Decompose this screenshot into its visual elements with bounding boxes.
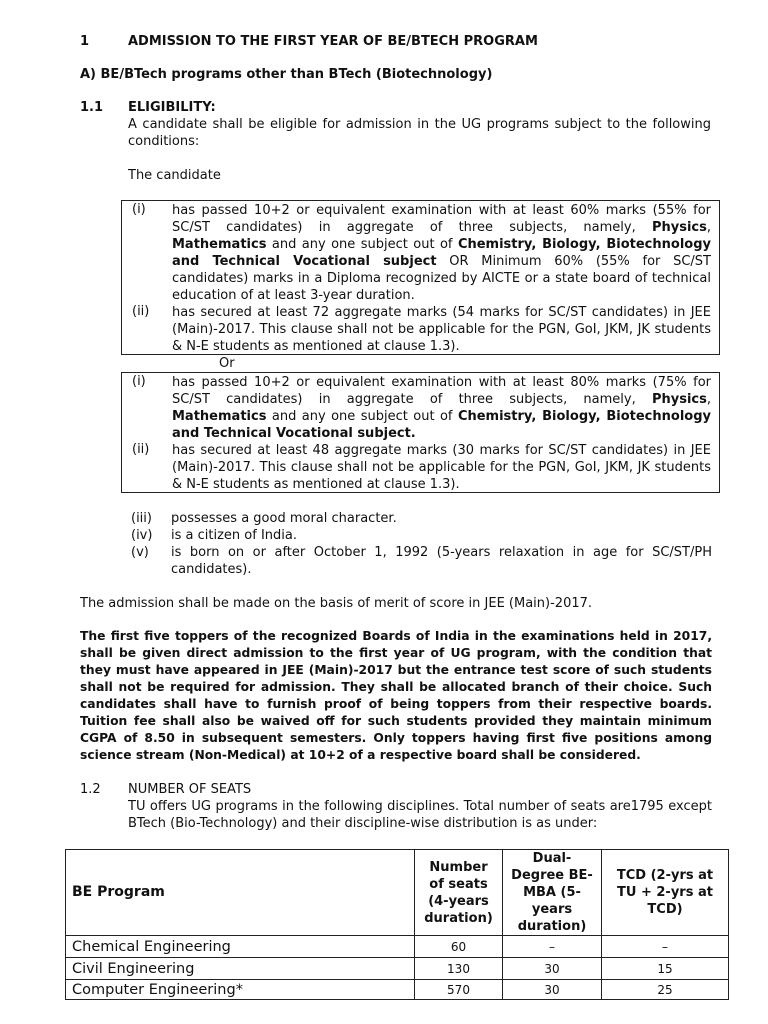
text-run: has passed 10+2 or equivalent examination with at least 80% marks (75% for SC/ST candidates) in aggregate of three subjects, namely, bbox=[172, 375, 711, 407]
merit-paragraph: The admission shall be made on the basis of merit of score in JEE (Main)-2017. bbox=[80, 596, 593, 611]
eligibility-title: ELIGIBILITY: bbox=[128, 100, 216, 115]
table-row bbox=[66, 980, 729, 1000]
text-run-bold: Mathematics bbox=[172, 409, 267, 424]
table-cell: 30 bbox=[503, 958, 602, 980]
or-separator: Or bbox=[219, 356, 235, 371]
item-label: (ii) bbox=[132, 442, 150, 457]
text-run: and any one subject out of bbox=[266, 409, 458, 424]
text-run: OR Minimum 60% (55% for SC/ST candidates) marks in a Diploma recognized by AICTE or a state board of technical education of at least 3-year duration. bbox=[172, 254, 711, 303]
item-label: (iv) bbox=[131, 528, 153, 543]
text-run-bold: Physics bbox=[651, 220, 707, 235]
item-text: is a citizen of India. bbox=[171, 528, 297, 543]
item-label: (v) bbox=[131, 545, 149, 560]
eligibility-number: 1.1 bbox=[80, 100, 104, 115]
column-header: TCD (2-yrs at TU + 2-yrs at TCD) bbox=[602, 850, 729, 936]
item-text: has secured at least 48 aggregate marks (30 marks for SC/ST candidates) in JEE (Main)-2017. This clause shall not be applicable for the PGN, GoI, JKM, JK students & N-E students as mentioned at clause 1.3). bbox=[172, 443, 711, 492]
table-cell: 570 bbox=[415, 980, 503, 1000]
text-run-bold: Chemistry, Biology, Biotechnology and Technical Vocational subject. bbox=[172, 409, 711, 441]
seats-intro: TU offers UG programs in the following disciplines. Total number of seats are1795 except BTech (Bio-Technology) and their discipline-wise distribution is as under: bbox=[128, 799, 712, 831]
the-candidate-label: The candidate bbox=[128, 168, 221, 183]
table-cell: 30 bbox=[503, 980, 602, 1000]
item-text: possesses a good moral character. bbox=[171, 511, 397, 526]
table-cell: 60 bbox=[415, 936, 503, 958]
text-run: and any one subject out of bbox=[266, 237, 458, 252]
item-text bbox=[172, 202, 711, 304]
table-cell: 130 bbox=[415, 958, 503, 980]
item-text: has secured at least 72 aggregate marks (54 marks for SC/ST candidates) in JEE (Main)-2017. This clause shall not be applicable for the PGN, GoI, JKM, JK students & N-E students as mentioned at clause 1.3). bbox=[172, 305, 711, 354]
subsection-a-title: A) BE/BTech programs other than BTech (Biotechnology) bbox=[80, 67, 493, 82]
text-run: , bbox=[706, 220, 711, 235]
eligibility-intro: A candidate shall be eligible for admission in the UG programs subject to the following conditions: bbox=[128, 117, 711, 149]
column-header: Dual-Degree BE-MBA (5-years duration) bbox=[503, 850, 602, 936]
eligibility-box-option-1 bbox=[121, 200, 720, 355]
item-label: (iii) bbox=[131, 511, 152, 526]
table-cell: – bbox=[503, 936, 602, 958]
table-row bbox=[66, 958, 729, 980]
column-header: Number of seats (4-years duration) bbox=[415, 850, 503, 936]
text-run: has passed 10+2 or equivalent examination with at least 60% marks (55% for SC/ST candidates) in aggregate of three subjects, namely, bbox=[172, 203, 711, 235]
text-run-bold: Physics bbox=[651, 392, 707, 407]
item-label: (ii) bbox=[132, 304, 150, 319]
section-number: 1 bbox=[80, 34, 90, 49]
table-cell: Civil Engineering bbox=[66, 958, 415, 980]
table-cell: 25 bbox=[602, 980, 729, 1000]
text-run-bold: Mathematics bbox=[172, 237, 267, 252]
text-run-bold: Chemistry, Biology, Biotechnology and Technical Vocational subject bbox=[172, 237, 711, 269]
item-label: (i) bbox=[132, 374, 146, 389]
section-title: ADMISSION TO THE FIRST YEAR OF BE/BTECH PROGRAM bbox=[128, 34, 538, 49]
seats-number: 1.2 bbox=[80, 782, 101, 797]
toppers-paragraph: The first five toppers of the recognized Boards of India in the examinations held in 2017, shall be given direct admission to the first year of UG program, with the condition that they must have appeared in JEE (Main)-2017 but the entrance test score of such students shall not be required for admission. They shall be allocated branch of their choice. Such candidates shall have to furnish proof of being toppers from their respective boards. Tuition fee shall also be waived off for such students provided they maintain minimum CGPA of 8.50 in subsequent semesters. Only toppers having first five positions among science stream (Non-Medical) at 10+2 of a respective board shall be considered. bbox=[80, 629, 712, 762]
table-row bbox=[66, 936, 729, 958]
table-cell: – bbox=[602, 936, 729, 958]
item-text bbox=[172, 374, 711, 442]
table-cell: Chemical Engineering bbox=[66, 936, 415, 958]
text-run: , bbox=[706, 392, 711, 407]
seats-title: NUMBER OF SEATS bbox=[128, 782, 252, 797]
table-cell: 15 bbox=[602, 958, 729, 980]
table-cell: Computer Engineering* bbox=[66, 980, 415, 1000]
column-header: BE Program bbox=[66, 850, 415, 936]
seats-table bbox=[65, 849, 729, 1000]
item-text: is born on or after October 1, 1992 (5-years relaxation in age for SC/ST/PH candidates). bbox=[171, 545, 712, 577]
item-label: (i) bbox=[132, 202, 146, 217]
eligibility-box-option-2 bbox=[121, 372, 720, 493]
table-header-row bbox=[66, 850, 729, 936]
